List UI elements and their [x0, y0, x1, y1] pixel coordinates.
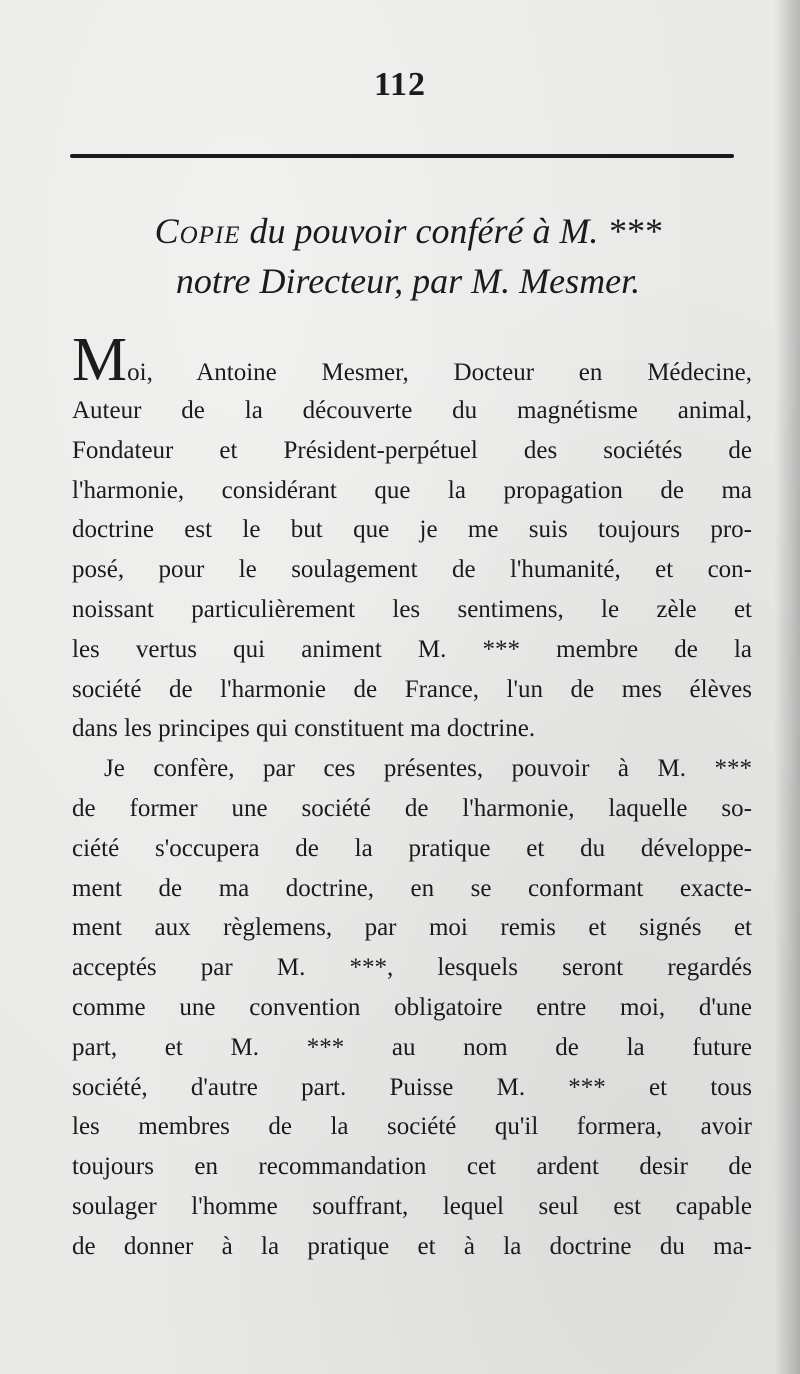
paragraph-2-line: ciété s'occupera de la pratique et du développe- [72, 834, 752, 862]
paragraph-1-line: posé, pour le soulagement de l'humanité, et con- [72, 556, 752, 584]
line-text: oi, Antoine Mesmer, Docteur en Médecine, [127, 359, 752, 386]
paragraph-1-line: société de l'harmonie de France, l'un de mes élèves [72, 675, 752, 703]
section-title [68, 206, 748, 306]
title-line-1 [68, 206, 748, 256]
paragraph-1-line: Auteur de la découverte du magnétisme animal, [72, 397, 752, 424]
paragraph-1-line: Fondateur et Président-perpétuel des sociétés de [72, 436, 752, 464]
paragraph-2-line: acceptés par M. ***, lesquels seront regardés [72, 954, 752, 982]
drop-cap: M [72, 326, 128, 394]
paragraph-1-line: noissant particulièrement les sentimens, le zèle et [72, 595, 752, 623]
paragraph-2-line: part, et M. *** au nom de la future [72, 1033, 752, 1061]
paragraph-2-line: les membres de la société qu'il formera, avoir [72, 1113, 752, 1141]
page-number: 112 [373, 66, 427, 103]
paragraph-2-line: soulager l'homme souffrant, lequel seul est capable [72, 1192, 752, 1220]
paragraph-1-line: l'harmonie, considérant que la propagation de ma [72, 476, 752, 504]
header-rule [70, 154, 734, 158]
paragraph-1-line: les vertus qui animent M. *** membre de la [72, 635, 752, 663]
paragraph-1-line: dans les principes qui constituent ma doctrine. [72, 715, 536, 743]
paragraph-2-line: de former une société de l'harmonie, laquelle so- [72, 794, 752, 822]
paragraph-1-line: doctrine est le but que je me suis toujours pro- [72, 516, 752, 544]
paragraph-2-line: Je confère, par ces présentes, pouvoir à M. *** [104, 755, 752, 783]
title-line-2: notre Directeur, par M. Mesmer. [175, 261, 641, 301]
paragraph-2-line: toujours en recommandation cet ardent desir de [72, 1153, 752, 1181]
paragraph-2-line: comme une convention obligatoire entre moi, d'une [72, 993, 752, 1021]
paragraph-2-line: ment aux règlemens, par moi remis et signés et [72, 914, 752, 942]
title-line-1-rest: du pouvoir conféré à M. *** [240, 211, 662, 251]
paragraph-2-line: société, d'autre part. Puisse M. *** et tous [72, 1073, 752, 1101]
page-edge-shadow [774, 0, 800, 1374]
body-text [72, 326, 752, 1267]
paragraph-2-line: de donner à la pratique et à la doctrine du ma- [72, 1232, 752, 1260]
paragraph-1-line [72, 326, 752, 394]
paragraph-2-line: ment de ma doctrine, en se conformant exacte- [72, 874, 752, 902]
title-smallcaps-word: Copie [154, 211, 241, 251]
